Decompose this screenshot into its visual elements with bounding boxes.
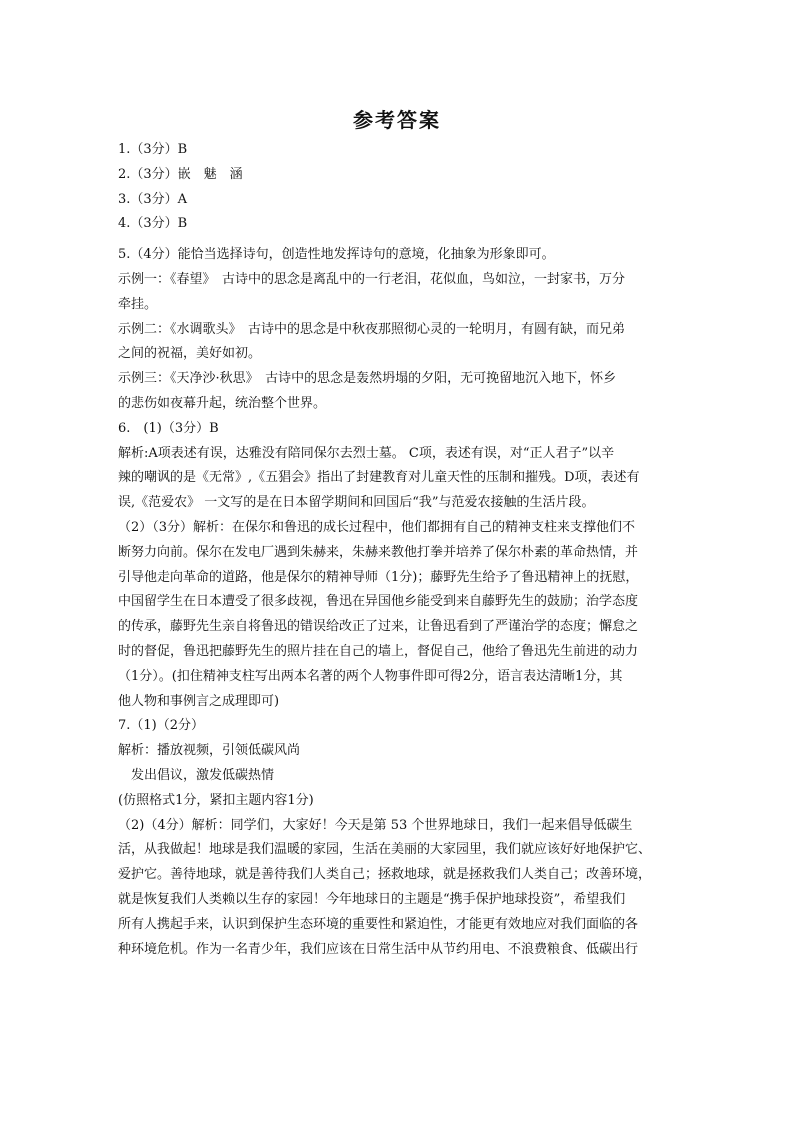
text-line: 解析：播放视频，引领低碳风尚 (118, 743, 301, 759)
text-line: 解析:A项表述有误，达雅没有陪同保尔去烈士墓。 C项，表述有误，对“正人君子”以辛 (118, 445, 615, 461)
text-line: 5.（4分）能恰当选择诗句，创造性地发挥诗句的意境，化抽象为形象即可。 (118, 247, 555, 263)
text-line: 断努力向前。保尔在发电厂遇到朱赫来，朱赫来教他打拳并培养了保尔朴素的革命热情，并 (118, 544, 639, 560)
page-title: 参考答案 (353, 108, 441, 132)
text-line: 时的督促，鲁迅把藤野先生的照片挂在自己的墙上，督促自己，他给了鲁迅先生前进的动力 (118, 643, 639, 659)
text-line: 中国留学生在日本遭受了很多歧视，鲁迅在异国他乡能受到来自藤野先生的鼓励；治学态度 (118, 594, 639, 610)
text-line: 所有人携起手来，认识到保护生态环境的重要性和紧迫性，才能更有效地应对我们面临的各 (118, 916, 639, 932)
text-line: 2.（3分）嵌 魅 涵 (118, 166, 243, 182)
text-line: 辣的嘲讽的是《无常》,《五猖会》指出了封建教育对儿童天性的压制和摧残。D项，表述有 (118, 470, 640, 486)
text-line: (仿照格式1分，紧扣主题内容1分) (118, 792, 314, 808)
text-line: （1分）。(扣住精神支柱写出两本名著的两个人物事件即可得2分，语言表达清晰1分，其 (118, 668, 623, 684)
text-line: 之间的祝福，美好如初。 (118, 346, 262, 362)
text-line: 种环境危机。作为一名青少年，我们应该在日常生活中从节约用电、不浪费粮食、低碳出行 (118, 941, 639, 957)
text-line: 示例二：《水调歌头》 古诗中的思念是中秋夜那照彻心灵的一轮明月，有圆有缺，而兄弟 (118, 321, 626, 337)
text-line: 示例一：《春望》 古诗中的思念是离乱中的一行老泪，花似血，鸟如泣，一封家书，万分 (118, 271, 626, 287)
text-line: 引导他走向革命的道路，他是保尔的精神导师（1分)；藤野先生给予了鲁迅精神上的抚慰， (118, 569, 639, 585)
text-line: 活，从我做起！地球是我们温暖的家园，生活在美丽的大家园里，我们就应该好好地保护它、 (118, 842, 652, 858)
text-line: （2）（3分）解析：在保尔和鲁迅的成长过程中，他们都拥有自己的精神支柱来支撑他们不 (118, 519, 636, 535)
answer-content (118, 138, 678, 962)
text-line: 4.（3分）B (118, 216, 188, 232)
text-line: 3.（3分）A (118, 191, 188, 207)
text-line: 发出倡议，激发低碳热情 (118, 767, 275, 783)
text-line: 牵挂。 (118, 296, 158, 312)
text-line: 示例三：《天净沙·秋思》 古诗中的思念是轰然坍塌的夕阳，无可挽留地沉入地下，怀乡 (118, 371, 617, 387)
text-line: 的传承，藤野先生亲自将鲁迅的错误给改正了过来，让鲁迅看到了严谨治学的态度；懈怠之 (118, 619, 639, 635)
text-line: 1.（3分）B (118, 142, 188, 157)
text-line: 误,《范爱农》 一文写的是在日本留学期间和回国后“我”与范爱农接触的生活片段。 (118, 495, 595, 511)
text-line: （2)（4分）解析：同学们，大家好！今天是第 53 个世界地球日，我们一起来倡导低碳生 (118, 817, 633, 833)
text-line: 他人物和事例言之成理即可) (118, 693, 280, 709)
text-line: 6. (1)（3分）B (118, 420, 219, 436)
text-line: 的悲伤如夜幕升起，统治整个世界。 (118, 395, 327, 411)
text-line: 就是恢复我们人类赖以生存的家园！今年地球日的主题是“携手保护地球投资”，希望我们 (118, 891, 626, 907)
text-line: 7.（1)（2分） (118, 718, 205, 734)
text-line: 爱护它。善待地球，就是善待我们人类自己；拯救地球，就是拯救我们人类自己；改善环境， (118, 867, 652, 883)
